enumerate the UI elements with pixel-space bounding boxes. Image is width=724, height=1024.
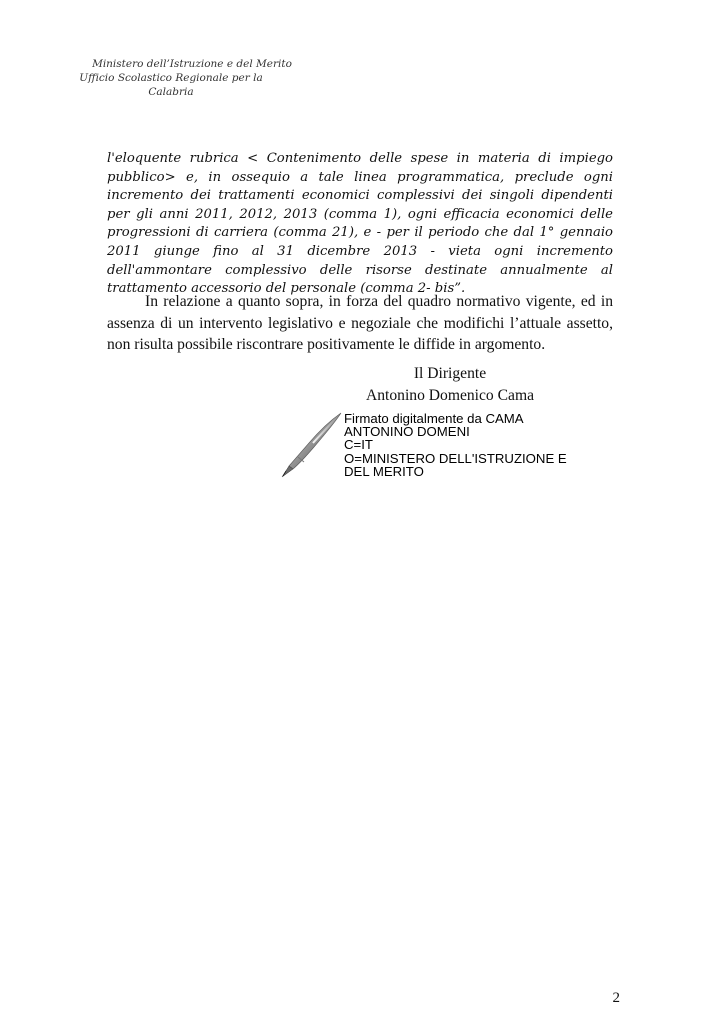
signature-line-organization-cont: DEL MERITO xyxy=(344,463,424,479)
digital-signature-stamp xyxy=(278,411,578,479)
quoted-law-text: l'eloquente rubrica < Contenimento delle spese in materia di impiego pubblico> e, in ossequio a tale linea programmatica, preclude ogni incremento dei trattamenti economici complessivi dei singoli dipendenti per gli anni 2011, 2012, 2013 (comma 1), ogni efficacia economici delle progressioni di carriera (comma 21), e - per il periodo che dal 1° gennaio 2011 giunge fino al 31 dicembre 2013 - vieta ogni incremento dell'ammontare complessivo delle risorse destinate annualmente al trattamento accessorio del personale (comma 2- bis”. xyxy=(107,151,613,297)
signature-line-signed-by: Firmato digitalmente da CAMA xyxy=(344,411,524,426)
signatory-name: Antonino Domenico Cama xyxy=(365,386,535,404)
page-number: 2 xyxy=(612,990,620,1006)
letterhead xyxy=(64,57,384,99)
signature-line-country: C=IT xyxy=(344,437,373,453)
pen-icon xyxy=(278,411,344,479)
signature-line-name: ANTONINO DOMENI xyxy=(344,424,470,440)
signature-line-organization: O=MINISTERO DELL'ISTRUZIONE E xyxy=(344,450,567,466)
digital-signature-text xyxy=(344,412,584,478)
body-paragraph: In relazione a quanto sopra, in forza del quadro normativo vigente, ed in assenza di un intervento legislativo e negoziale che modifichi l’attuale assetto, non risulta possibile riscontrare positivamente le diffide in argomento. xyxy=(107,293,613,353)
letterhead-ministry: Ministero dell’Istruzione e del Merito xyxy=(92,58,292,70)
signatory-block xyxy=(340,363,560,406)
letterhead-office: Ufficio Scolastico Regionale per la Calabria xyxy=(79,72,263,98)
signatory-role: Il Dirigente xyxy=(413,365,487,382)
